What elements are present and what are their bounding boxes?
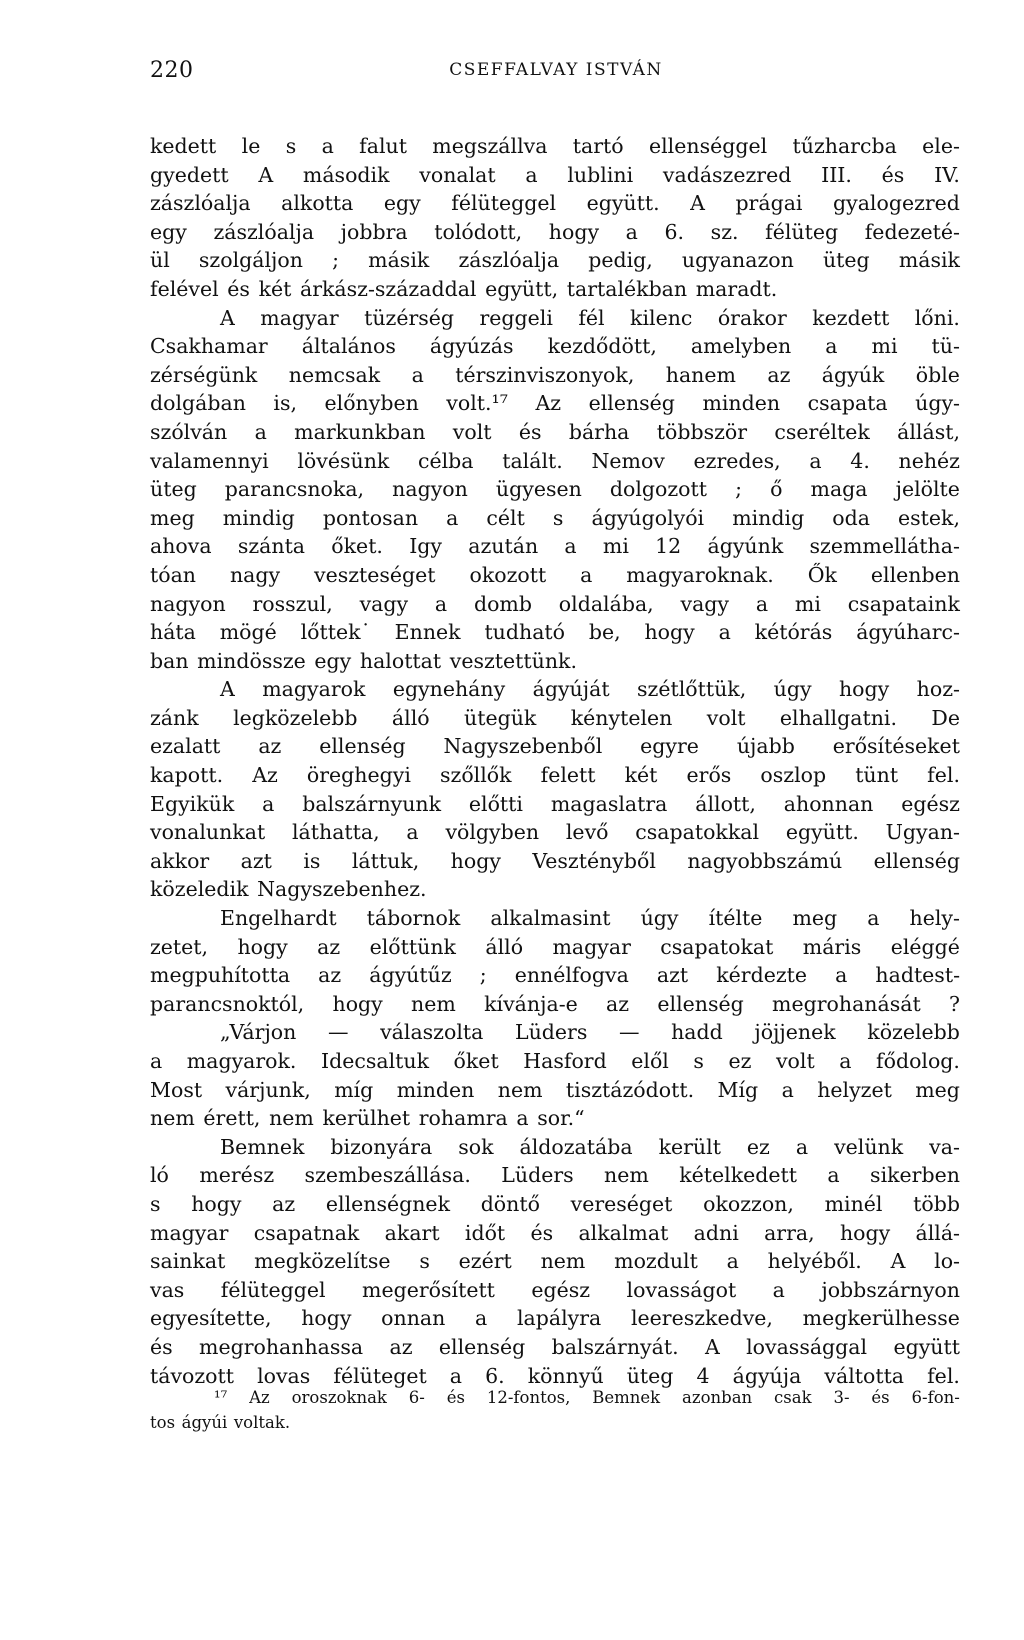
page-number: 220 [150, 58, 194, 83]
text-line: a magyarok. Idecsaltuk őket Hasford elől s ez volt a fődolog. [150, 1049, 960, 1073]
text-line: gyedett A második vonalat a lublini vadászezred III. és IV. [150, 162, 960, 187]
text-line: meg mindig pontosan a célt s ágyúgolyói mindig oda estek, [150, 505, 960, 530]
text-line: zérségünk nemcsak a térszinviszonyok, hanem az ágyúk öble [150, 362, 960, 387]
text-line: egy zászlóalja jobbra tolódott, hogy a 6. sz. félüteg fedezeté- [150, 219, 960, 244]
text-line: kedett le s a falut megszállva tartó ellenséggel tűzharcba ele- [150, 134, 960, 158]
text-line: parancsnoktól, hogy nem kívánja-e az ellenség megrohanását ? [150, 991, 960, 1016]
text-line: „Várjon — válaszolta Lüders — hadd jöjjenek közelebb [220, 1020, 960, 1045]
text-line: A magyar tüzérség reggeli fél kilenc órakor kezdett lőni. [220, 305, 960, 330]
text-line: ahova szánta őket. Igy azután a mi 12 ágyúnk szemmellátha- [150, 534, 960, 559]
text-line: vonalunkat láthatta, a völgyben levő csapatokkal együtt. Ugyan- [150, 820, 960, 845]
text-line: háta mögé lőttek˙ Ennek tudható be, hogy a kétórás ágyúharc- [150, 620, 960, 645]
text-line: Egyikük a balszárnyunk előtti magaslatra állott, ahonnan egész [150, 791, 960, 816]
text-line: A magyarok egynehány ágyúját szétlőttük, úgy hogy hoz- [220, 677, 960, 702]
text-line: és megrohanhassa az ellenség balszárnyát. A lovassággal együtt [150, 1334, 960, 1359]
text-line: ban mindössze egy halottat vesztettünk. [150, 648, 577, 673]
text-line: ezalatt az ellenség Nagyszebenből egyre újabb erősítéseket [150, 734, 960, 759]
text-line: távozott lovas félüteget a 6. könnyű üteg 4 ágyúja váltotta fel. [150, 1363, 960, 1388]
text-line: egyesítette, hogy onnan a lapályra leereszkedve, megkerülhesse [150, 1306, 960, 1331]
text-line: zászlóalja alkotta egy félüteggel együtt. A prágai gyalogezred [150, 191, 960, 216]
text-line: nagyon rosszul, vagy a domb oldalába, vagy a mi csapataink [150, 591, 960, 616]
text-line: magyar csapatnak akart időt és alkalmat adni arra, hogy állá- [150, 1220, 960, 1245]
text-line: valamennyi lövésünk célba talált. Nemov ezredes, a 4. nehéz [150, 448, 960, 473]
text-line: dolgában is, előnyben volt.¹⁷ Az ellenség minden csapata úgy- [150, 391, 960, 416]
text-line: kapott. Az öreghegyi szőllők felett két erős oszlop tünt fel. [150, 763, 960, 788]
text-line: közeledik Nagyszebenhez. [150, 877, 427, 902]
text-line: ül szolgáljon ; másik zászlóalja pedig, ugyanazon üteg másik [150, 248, 960, 273]
text-line: zánk legközelebb álló ütegük kénytelen volt elhallgatni. De [150, 705, 960, 730]
text-line: ló merész szembeszállása. Lüders nem kételkedett a sikerben [150, 1163, 960, 1188]
text-line: tóan nagy veszteséget okozott a magyaroknak. Ők ellenben [150, 562, 960, 587]
text-line: szólván a markunkban volt és bárha többször cseréltek állást, [150, 419, 960, 444]
text-line: Most várjunk, míg minden nem tisztázódott. Míg a helyzet meg [150, 1077, 960, 1102]
text-line: Engelhardt tábornok alkalmasint úgy ítélte meg a hely- [220, 906, 960, 931]
text-line: vas félüteggel megerősített egész lovasságot a jobbszárnyon [150, 1277, 960, 1302]
text-line: sainkat megközelítse s ezért nem mozdult a helyéből. A lo- [150, 1249, 960, 1274]
footnote-line: tos ágyúi voltak. [150, 1413, 291, 1432]
running-head [150, 58, 962, 88]
running-head-author: CSEFFALVAY ISTVÁN [449, 60, 663, 80]
text-line: felével és két árkász-századdal együtt, tartalékban maradt. [150, 276, 778, 301]
text-line: s hogy az ellenségnek döntő vereséget okozzon, minél több [150, 1191, 960, 1216]
text-line: megpuhította az ágyútűz ; ennélfogva azt kérdezte a hadtest- [150, 963, 960, 988]
text-line: üteg parancsnoka, nagyon ügyesen dolgozott ; ő maga jelölte [150, 477, 960, 502]
text-line: nem érett, nem kerülhet rohamra a sor.“ [150, 1106, 585, 1131]
footnote-line: ¹⁷ Az oroszoknak 6- és 12-fontos, Bemnek azonban csak 3- és 6-fon- [214, 1388, 960, 1407]
footnote [150, 1385, 960, 1435]
text-line: akkor azt is láttuk, hogy Vesztényből nagyobbszámú ellenség [150, 848, 960, 873]
body-text [150, 132, 960, 1390]
text-line: Bemnek bizonyára sok áldozatába került ez a velünk va- [220, 1134, 960, 1159]
text-line: zetet, hogy az előttünk álló magyar csapatokat máris eléggé [150, 934, 960, 959]
text-line: Csakhamar általános ágyúzás kezdődött, amelyben a mi tü- [150, 334, 960, 359]
